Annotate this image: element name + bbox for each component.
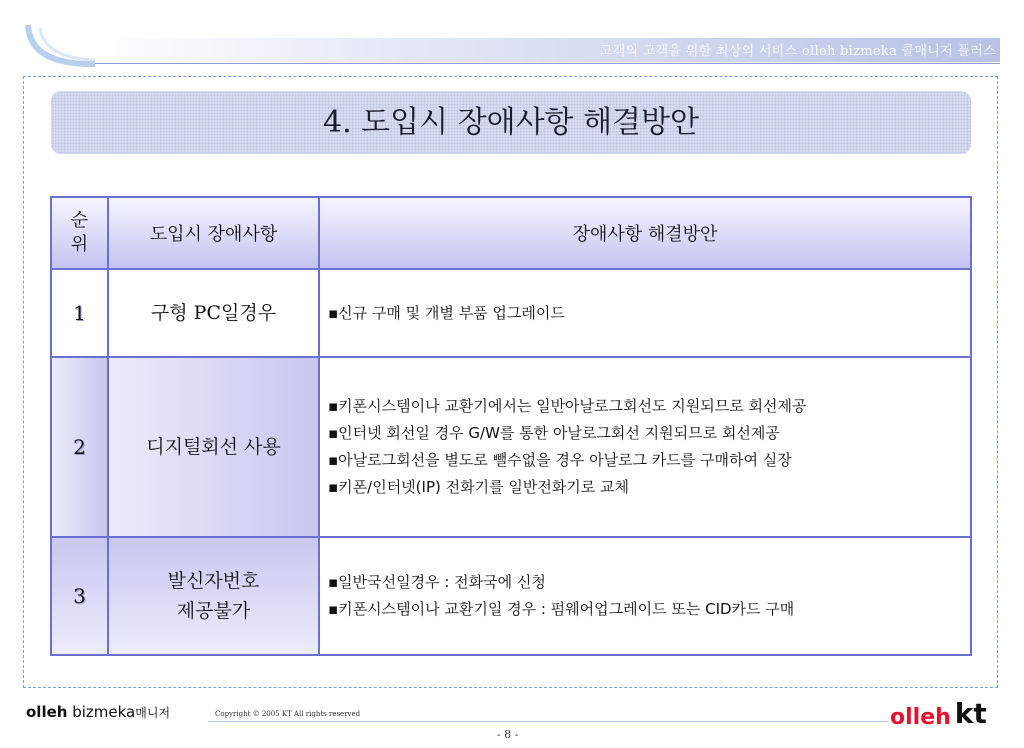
row-solution: [319, 269, 971, 357]
row-num: 1: [51, 269, 108, 357]
row-solution: [319, 537, 971, 655]
header-solution: 장애사항 해결방안: [319, 197, 971, 269]
issue-line: 발신자번호: [167, 570, 260, 592]
page-number: - 8 -: [497, 728, 519, 741]
row-issue: [108, 269, 319, 357]
solution-line: ▪키폰/인터넷(IP) 전화기를 일반전화기로 교체: [328, 478, 630, 496]
header-num-line1: 순: [70, 210, 89, 231]
solution-line: ▪아날로그회선을 별도로 뺄수없을 경우 아날로그 카드를 구매하여 실장: [328, 451, 792, 469]
olleh-logo-text: olleh: [890, 705, 951, 730]
footer-brand-logo: [26, 703, 170, 721]
olleh-kt-logo: [890, 697, 987, 730]
issue-line: 제공불가: [176, 600, 251, 622]
header-tagline: 고객의 고객을 위한 최상의 서비스 olleh bizmeka 콜매니저 플러스: [599, 44, 996, 59]
header-issue: 도입시 장애사항: [108, 197, 319, 269]
table-row: [51, 357, 971, 537]
header-num: [51, 197, 108, 269]
row-issue: [108, 357, 319, 537]
title-band: [51, 91, 971, 154]
solution-line: ▪키폰시스템이나 교환기에서는 일반아날로그회선도 지원되므로 회선제공: [328, 397, 807, 415]
footer-divider: [208, 721, 888, 722]
issue-line: 디지털회선 사용: [146, 436, 281, 458]
footer-manager: 매니저: [135, 706, 171, 720]
header-divider: [95, 63, 1000, 64]
header-swoosh-decoration: [10, 20, 100, 75]
issues-table: [50, 196, 972, 656]
row-num: 2: [51, 357, 108, 537]
footer-product: bizmeka: [72, 703, 136, 721]
row-issue: [108, 537, 319, 655]
solution-line: ▪인터넷 회선일 경우 G/W를 통한 아날로그회선 지원되므로 회선제공: [328, 424, 780, 442]
row-num: 3: [51, 537, 108, 655]
solution-line: ▪신규 구매 및 개별 부품 업그레이드: [328, 303, 565, 322]
table-header-row: [51, 197, 971, 269]
slide-title: 4. 도입시 장애사항 해결방안: [322, 105, 699, 140]
header-num-line2: 위: [70, 234, 89, 255]
solution-line: ▪키폰시스템이나 교환기일 경우 : 펌웨어업그레이드 또는 CID카드 구매: [328, 600, 795, 618]
issue-line: 구형 PC일경우: [150, 302, 277, 324]
footer-brand: olleh: [26, 703, 68, 721]
table-row: [51, 537, 971, 655]
table-row: [51, 269, 971, 357]
kt-logo-text: kt: [954, 697, 987, 730]
row-solution: [319, 357, 971, 537]
footer-copyright: Copyright © 2005 KT All rights reserved: [215, 710, 361, 718]
solution-line: ▪일반국선일경우 : 전화국에 신청: [328, 573, 546, 591]
